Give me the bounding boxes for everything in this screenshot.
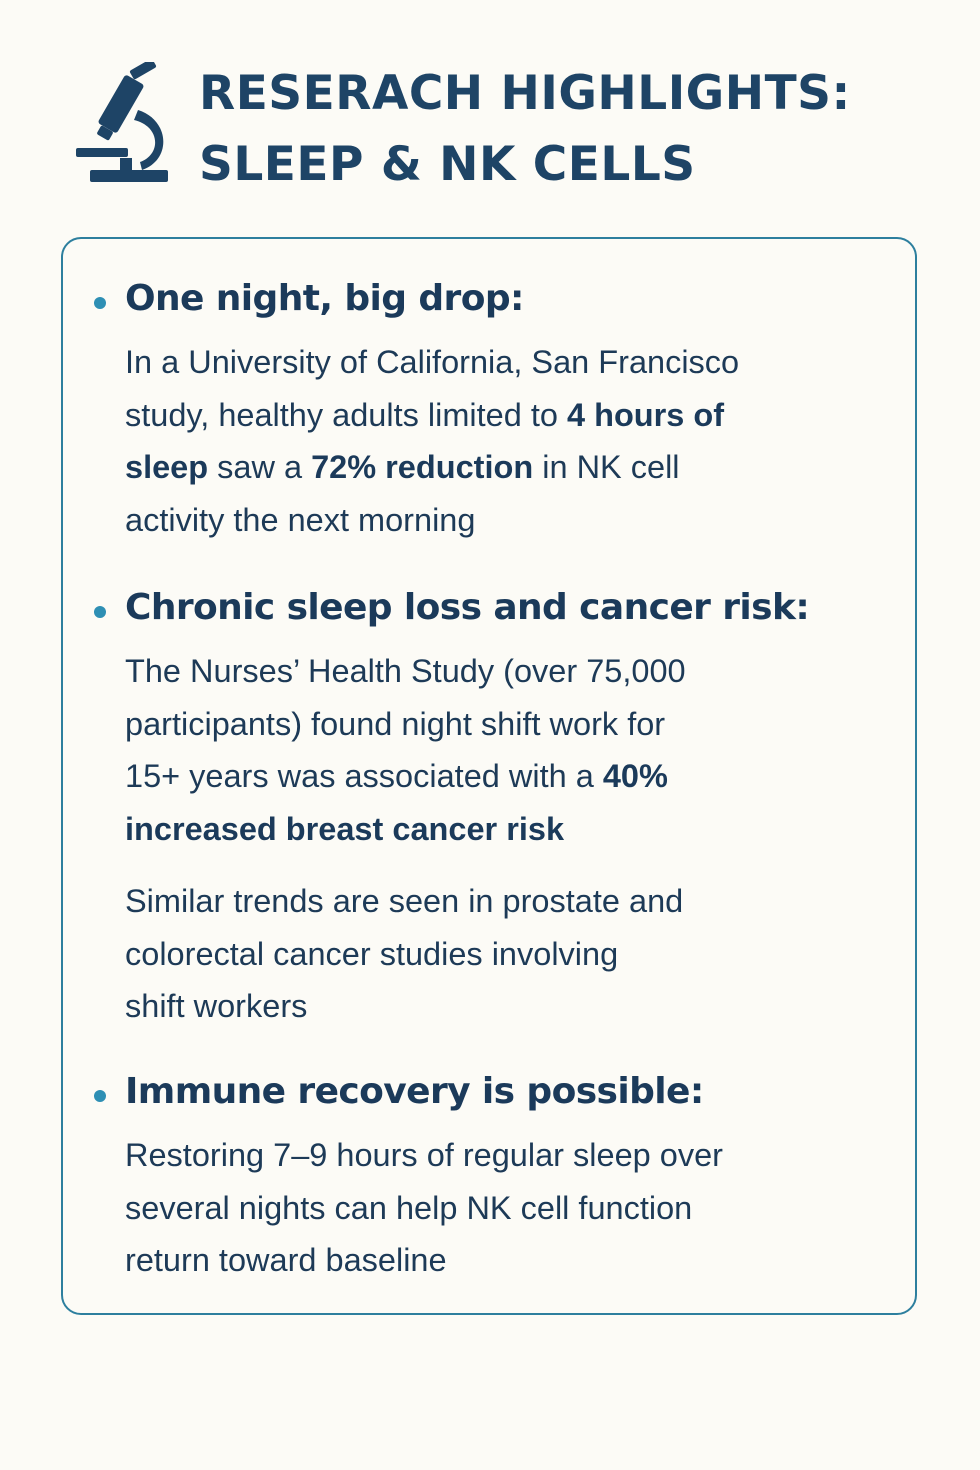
body-text-span: study, healthy adults limited to	[125, 396, 567, 433]
body-text-span: Restoring 7–9 hours of regular sleep over	[125, 1137, 723, 1173]
body-line	[125, 750, 865, 803]
body-line	[125, 1129, 865, 1182]
body-line	[125, 441, 865, 494]
section-body	[125, 336, 865, 546]
bold-text: 72% reduction	[311, 449, 534, 485]
bullet-icon	[94, 1090, 106, 1102]
body-line: shift workers	[125, 988, 308, 1024]
title-line-1: RESERACH HIGHLIGHTS:	[199, 66, 851, 121]
body-line	[125, 645, 865, 698]
body-line	[125, 803, 865, 856]
highlights-card	[61, 237, 917, 1315]
section-body	[125, 1129, 865, 1287]
section-heading: Immune recovery is possible:	[125, 1071, 704, 1112]
bold-text: sleep	[125, 449, 209, 485]
body-line	[125, 1234, 865, 1287]
body-text-span: several nights can help NK cell function	[125, 1189, 693, 1226]
body-line	[125, 1182, 865, 1235]
body-line: Similar trends are seen in prostate and	[125, 883, 684, 919]
bold-text: 4 hours of	[567, 396, 725, 433]
body-text-span: activity the next morning	[125, 501, 476, 538]
section-heading: Chronic sleep loss and cancer risk:	[125, 587, 810, 628]
body-text-span: return toward baseline	[125, 1242, 447, 1278]
body-line	[125, 389, 865, 442]
bullet-icon	[94, 297, 106, 309]
bold-text: increased breast cancer risk	[125, 810, 565, 847]
bold-text: 40%	[602, 758, 668, 794]
body-text-span: saw a	[208, 449, 312, 485]
body-text-span: The Nurses’ Health Study (over 75,000	[125, 653, 686, 689]
body-line	[125, 336, 865, 389]
body-line: colorectal cancer studies involving	[125, 935, 619, 972]
section-body-extra	[125, 875, 865, 1033]
page-title	[199, 58, 851, 200]
header	[76, 56, 936, 196]
body-text-span: In a University of California, San Francisco	[125, 344, 740, 380]
body-line	[125, 494, 865, 547]
body-text-span: in NK cell	[533, 449, 680, 485]
microscope-icon	[76, 62, 172, 184]
section-body	[125, 645, 865, 855]
title-line-2: SLEEP & NK CELLS	[199, 137, 696, 192]
bullet-icon	[94, 606, 106, 618]
body-text-span: 15+ years was associated with a	[125, 758, 603, 794]
body-text-span: participants) found night shift work for	[125, 705, 666, 742]
section-heading: One night, big drop:	[125, 278, 524, 319]
body-line	[125, 698, 865, 751]
